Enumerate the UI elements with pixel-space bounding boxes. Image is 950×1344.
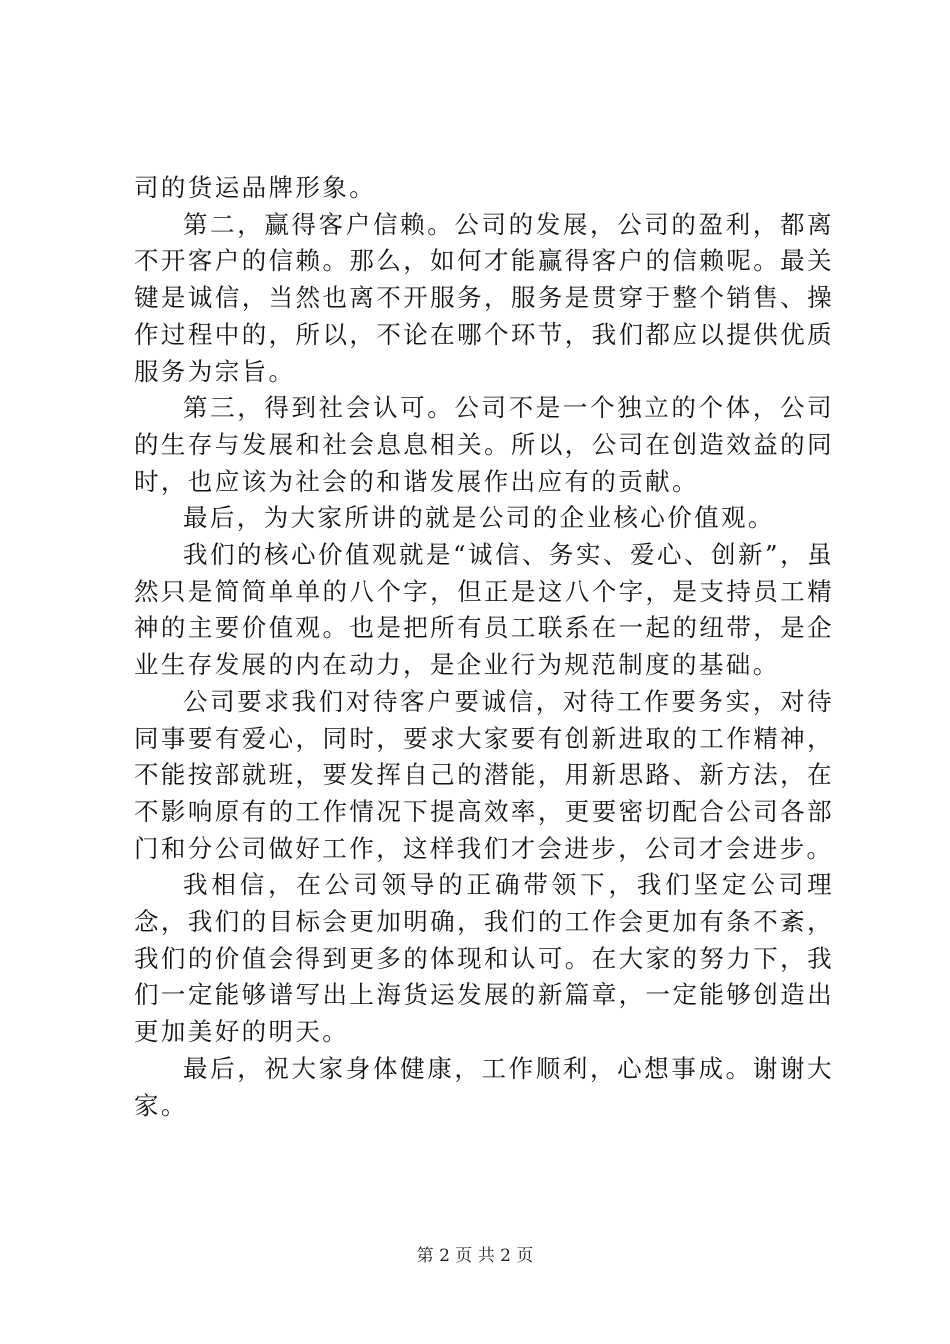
page-footer [0,1245,950,1267]
paragraph-4: 最后，为大家所讲的就是公司的企业核心价值观。 [183,503,775,533]
paragraph-3: 第三，得到社会认可。公司不是一个独立的个体，公司的生存与发展和社会息息相关。所以，公司在创造效益的同时，也应该为社会的和谐发展作出应有的贡献。 [134,393,834,496]
paragraph-1: 司的货运品牌形象。 [134,173,377,202]
paragraph-6: 公司要求我们对待客户要诚信，对待工作要务实，对待同事要有爱心，同时，要求大家要有创新进取的工作精神，不能按部就班，要发挥自己的潜能，用新思路、新方法，在不影响原有的工作情况下提高效率，更要密切配合公司各部门和分公司做好工作，这样我们才会进步，公司才会进步。 [134,686,834,863]
page-number-label: 第 2 页 共 2 页 [416,1246,534,1266]
document-body [134,170,834,1124]
paragraph-2: 第二，赢得客户信赖。公司的发展，公司的盈利，都离不开客户的信赖。那么，如何才能赢得客户的信赖呢。最关键是诚信，当然也离不开服务，服务是贯穿于整个销售、操作过程中的，所以，不论在哪个环节，我们都应以提供优质服务为宗旨。 [134,209,834,386]
paragraph-8: 最后，祝大家身体健康，工作顺利，心想事成。谢谢大家。 [134,1053,834,1120]
paragraph-5: 我们的核心价值观就是“诚信、务实、爱心、创新”，虽然只是简简单单的八个字，但正是这八个字，是支持员工精神的主要价值观。也是把所有员工联系在一起的纽带，是企业生存发展的内在动力，是企业行为规范制度的基础。 [134,540,834,680]
paragraph-7: 我相信，在公司领导的正确带领下，我们坚定公司理念，我们的目标会更加明确，我们的工作会更加有条不紊，我们的价值会得到更多的体现和认可。在大家的努力下，我们一定能够谱写出上海货运发展的新篇章，一定能够创造出更加美好的明天。 [134,870,834,1047]
